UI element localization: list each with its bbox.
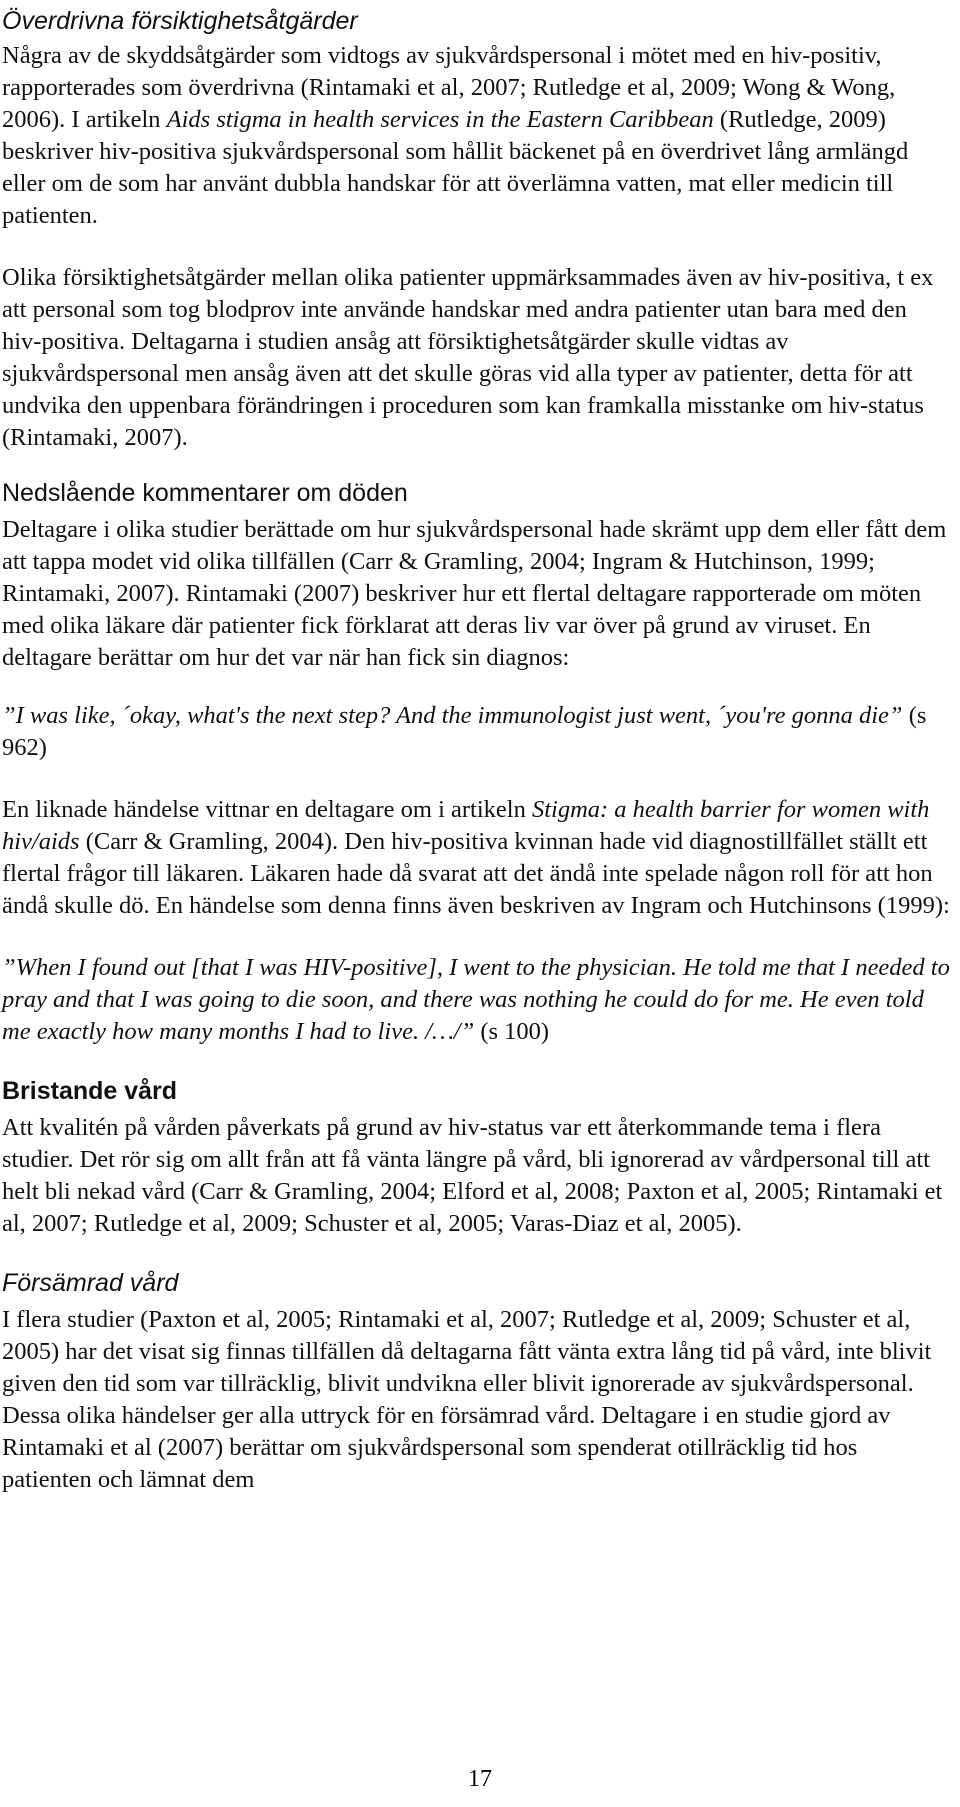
paragraph: Olika försiktighetsåtgärder mellan olika patienter uppmärksammades även av hiv-positiva, t ex att personal som tog blodprov inte använde handskar med andra patienter utan bara med den hiv-positiva. Deltagarna i studien ansåg att försiktighetsåtgärder skulle vidtas av sjukvårdspersonal men ansåg även att det skulle göras vid alla typer av patienter, detta för att undvika den uppenbara förändringen i proceduren som kan framkalla misstanke om hiv-status (Rintamaki, 2007). (2, 264, 934, 451)
paragraph: Deltagare i olika studier berättade om hur sjukvårdspersonal hade skrämt upp dem eller fått dem att tappa modet vid olika tillfällen (Carr & Gramling, 2004; Ingram & Hutchinson, 1999; Rintamaki, 2007). Rintamaki (2007) beskriver hur ett flertal deltagare rapporterade om möten med olika läkare där patienter fick förklarat att deras liv var över på grund av viruset. En deltagare berättar om hur det var när han fick sin diagnos: (2, 516, 947, 671)
quote-text: ”When I found out [that I was HIV-positive], I went to the physician. He told me that I needed to pray and that I was going to die soon, and there was nothing he could do for me. He even told me exactly how many months I had to live. /…/” (2, 954, 950, 1045)
paragraph: Att kvalitén på vården påverkats på grund av hiv-status var ett återkommande tema i flera studier. Det rör sig om allt från att få vänta längre på vård, bli ignorerad av vårdpersonal till att helt bli nekad vård (Carr & Gramling, 2004; Elford et al, 2008; Paxton et al, 2005; Rintamaki et al, 2007; Rutledge et al, 2009; Schuster et al, 2005; Varas-Diaz et al, 2005). (2, 1114, 943, 1237)
quote-reference: (s 100) (474, 1018, 550, 1045)
paragraph-text: (Carr & Gramling, 2004). Den hiv-positiva kvinnan hade vid diagnostillfället ställt ett flertal frågor till läkaren. Läkaren hade då svarat att det ändå inte spelade någon roll för att hon ändå skulle dö. En händelse som denna finns även beskriven av Ingram och Hutchinsons (1999): (2, 828, 950, 919)
article-title: Stigma: a health barrier for women with hiv/aids (2, 796, 930, 855)
paragraph-text: En liknade händelse vittnar en deltagare om i artikeln (2, 796, 532, 823)
block-quote (2, 700, 952, 764)
paragraph (2, 794, 952, 922)
paragraph-text: (Rutledge, 2009) beskriver hiv-positiva sjukvårdspersonal som hållit bäckenet på en överdrivet lång armlängd eller om de som har använt dubbla handskar för att överlämna vatten, mat eller medicin till patienten. (2, 106, 909, 229)
block-quote (2, 952, 952, 1048)
section-heading-bristande-vard: Bristande vård (2, 1077, 178, 1105)
paragraph-text: Några av de skyddsåtgärder som vidtogs av sjukvårdspersonal i mötet med en hiv-positiv, rapporterades som överdrivna (Rintamaki et al, 2007; Rutledge et al, 2009; Wong & Wong, 2006). I artikeln (2, 42, 896, 133)
paragraph (2, 40, 952, 232)
paragraph: I flera studier (Paxton et al, 2005; Rintamaki et al, 2007; Rutledge et al, 2009; Schuster et al, 2005) har det visat sig finnas tillfällen då deltagarna fått vänta extra lång tid på vård, inte blivit given den tid som var tillräcklig, blivit undvikna eller blivit ignorerade av sjukvårdspersonal. Dessa olika händelser ger alla uttryck för en försämrad vård. Deltagare i en studie gjord av Rintamaki et al (2007) berättar om sjukvårdspersonal som spenderat otillräcklig tid hos patienten och lämnat dem (2, 1306, 932, 1493)
quote-text: ”I was like, ´okay, what's the next step? And the immunologist just went, ´you're gonna die” (2, 702, 903, 729)
article-title: Aids stigma in health services in the Eastern Caribbean (166, 106, 714, 133)
section-heading-forsamrad-vard: Försämrad vård (2, 1269, 179, 1297)
quote-reference: (s 962) (2, 702, 927, 761)
section-heading-nedslaende: Nedslående kommentarer om döden (2, 479, 408, 507)
page-number: 17 (468, 1766, 492, 1792)
section-heading-overdrivna: Överdrivna försiktighetsåtgärder (2, 7, 358, 35)
